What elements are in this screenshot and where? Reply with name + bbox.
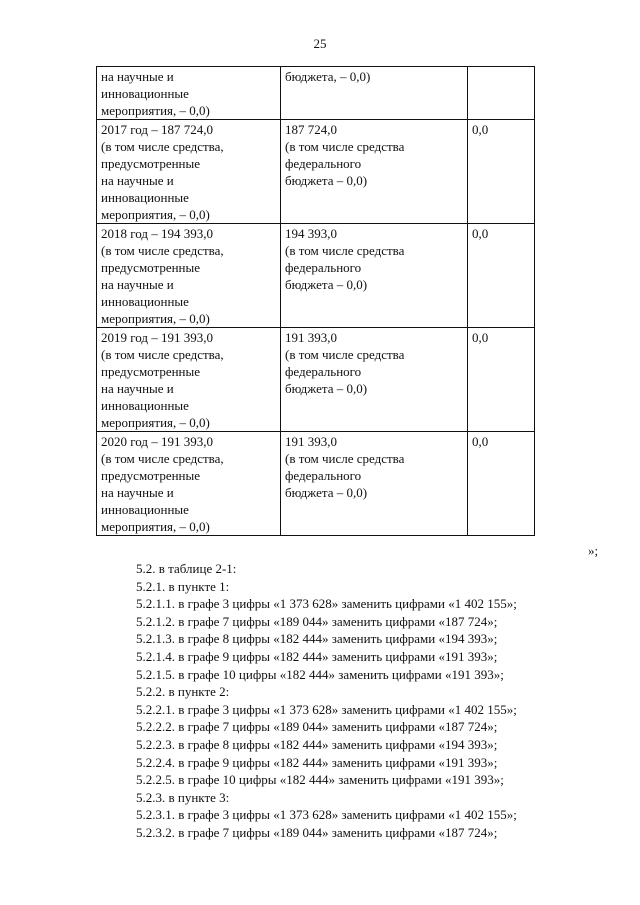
table-cell-total <box>97 432 281 536</box>
cell-line: предусмотренные <box>101 364 201 379</box>
instruction-line: 5.2.2. в пункте 2: <box>136 684 230 700</box>
cell-line: 191 393,0 <box>285 434 337 449</box>
table-cell-other <box>468 120 535 224</box>
cell-line: 2018 год – 194 393,0 <box>101 226 213 241</box>
cell-line: инновационные <box>101 398 189 413</box>
cell-line: на научные и <box>101 69 174 84</box>
cell-line: 187 724,0 <box>285 122 337 137</box>
table-cell-other <box>468 67 535 120</box>
instruction-line: 5.2.2.3. в графе 8 цифры «182 444» заменить цифрами «194 393»; <box>136 736 498 752</box>
instruction-line: 5.2.3.2. в графе 7 цифры «189 044» заменить цифрами «187 724»; <box>136 824 498 840</box>
cell-line: бюджета – 0,0) <box>285 173 368 188</box>
table-cell-other <box>468 328 535 432</box>
instruction-line: 5.2.2.1. в графе 3 цифры «1 373 628» заменить цифрами «1 402 155»; <box>136 701 517 717</box>
table-cell-total <box>97 120 281 224</box>
cell-line: (в том числе средства, <box>101 451 224 466</box>
cell-line: бюджета – 0,0) <box>285 277 368 292</box>
cell-line: 2017 год – 187 724,0 <box>101 122 213 137</box>
cell-line: мероприятия, – 0,0) <box>101 103 210 118</box>
instruction-line: 5.2.3. в пункте 3: <box>136 789 230 805</box>
table-cell-total <box>97 224 281 328</box>
table-cell-total <box>97 67 281 120</box>
cell-line: на научные и <box>101 485 174 500</box>
budget-table-body <box>97 67 535 536</box>
cell-line: инновационные <box>101 190 189 205</box>
cell-line: федерального <box>285 364 362 379</box>
budget-table <box>96 66 535 536</box>
cell-line: бюджета, – 0,0) <box>285 69 371 84</box>
cell-line: 191 393,0 <box>285 330 337 345</box>
cell-line: 0,0 <box>472 122 489 137</box>
instruction-line: 5.2.1. в пункте 1: <box>136 578 230 594</box>
cell-line: (в том числе средства <box>285 451 405 466</box>
instruction-line: 5.2.2.4. в графе 9 цифры «182 444» заменить цифрами «191 393»; <box>136 754 498 770</box>
table-cell-federal <box>281 224 468 328</box>
table-cell-federal <box>281 67 468 120</box>
table-cell-federal <box>281 328 468 432</box>
cell-line: предусмотренные <box>101 468 201 483</box>
cell-line: 0,0 <box>472 434 489 449</box>
table-cell-federal <box>281 432 468 536</box>
cell-line: (в том числе средства <box>285 243 405 258</box>
table-row <box>97 224 535 328</box>
table-row <box>97 67 535 120</box>
cell-line: бюджета – 0,0) <box>285 485 368 500</box>
table-row <box>97 432 535 536</box>
cell-line: мероприятия, – 0,0) <box>101 519 210 534</box>
cell-line: 194 393,0 <box>285 226 337 241</box>
table-row <box>97 328 535 432</box>
cell-line: 0,0 <box>472 226 489 241</box>
instruction-line: 5.2.1.1. в графе 3 цифры «1 373 628» заменить цифрами «1 402 155»; <box>136 596 517 612</box>
cell-line: инновационные <box>101 86 189 101</box>
cell-line: предусмотренные <box>101 260 201 275</box>
cell-line: мероприятия, – 0,0) <box>101 415 210 430</box>
closing-quote-mark: »; <box>588 543 599 558</box>
instruction-line: 5.2.2.2. в графе 7 цифры «189 044» заменить цифрами «187 724»; <box>136 719 498 735</box>
instruction-line: 5.2.1.5. в графе 10 цифры «182 444» заменить цифрами «191 393»; <box>136 666 504 682</box>
cell-line: (в том числе средства, <box>101 347 224 362</box>
cell-line: (в том числе средства, <box>101 139 224 154</box>
instruction-line: 5.2. в таблице 2-1: <box>136 561 237 576</box>
cell-line: на научные и <box>101 381 174 396</box>
instruction-line: 5.2.1.4. в графе 9 цифры «182 444» заменить цифрами «191 393»; <box>136 648 498 664</box>
cell-line: мероприятия, – 0,0) <box>101 311 210 326</box>
cell-line: (в том числе средства <box>285 139 405 154</box>
cell-line: инновационные <box>101 294 189 309</box>
cell-line: 0,0 <box>472 330 489 345</box>
cell-line: на научные и <box>101 277 174 292</box>
cell-line: 2019 год – 191 393,0 <box>101 330 213 345</box>
cell-line: мероприятия, – 0,0) <box>101 207 210 222</box>
cell-line: на научные и <box>101 173 174 188</box>
cell-line: федерального <box>285 260 362 275</box>
instruction-line: 5.2.1.2. в графе 7 цифры «189 044» заменить цифрами «187 724»; <box>136 613 498 629</box>
cell-line: предусмотренные <box>101 156 201 171</box>
instruction-line: 5.2.3.1. в графе 3 цифры «1 373 628» заменить цифрами «1 402 155»; <box>136 807 517 823</box>
cell-line: федерального <box>285 468 362 483</box>
amendment-instructions <box>136 560 517 842</box>
table-row <box>97 120 535 224</box>
table-cell-other <box>468 432 535 536</box>
instruction-line: 5.2.2.5. в графе 10 цифры «182 444» заменить цифрами «191 393»; <box>136 772 504 788</box>
instruction-line: 5.2.1.3. в графе 8 цифры «182 444» заменить цифрами «194 393»; <box>136 631 498 647</box>
table-cell-total <box>97 328 281 432</box>
cell-line: 2020 год – 191 393,0 <box>101 434 213 449</box>
cell-line: (в том числе средства <box>285 347 405 362</box>
cell-line: (в том числе средства, <box>101 243 224 258</box>
page-number: 25 <box>313 36 327 51</box>
cell-line: бюджета – 0,0) <box>285 381 368 396</box>
cell-line: инновационные <box>101 502 189 517</box>
table-cell-federal <box>281 120 468 224</box>
table-cell-other <box>468 224 535 328</box>
cell-line: федерального <box>285 156 362 171</box>
